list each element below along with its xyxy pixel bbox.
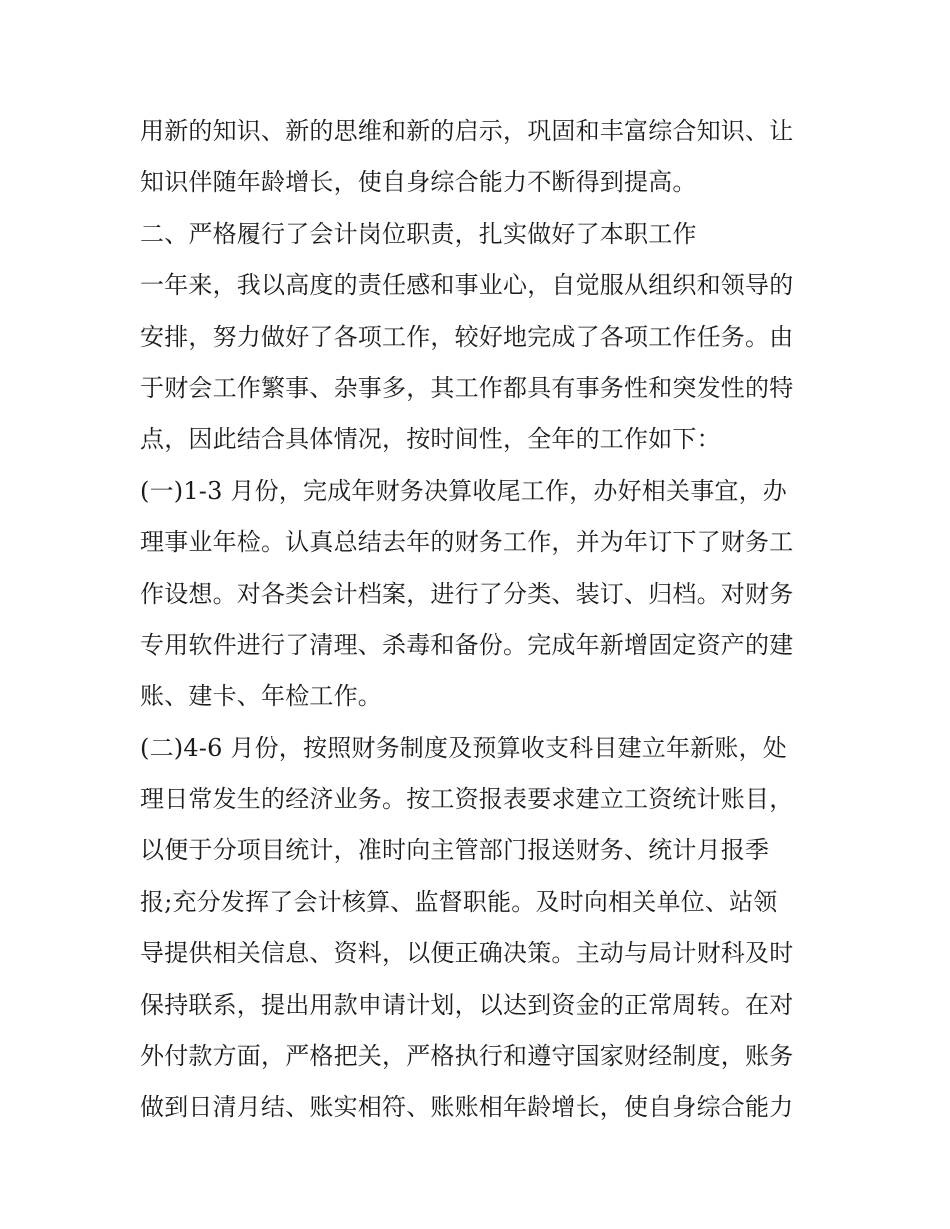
- text-line: 导提供相关信息、资料，以便正确决策。主动与局计财科及时: [140, 939, 794, 968]
- text-line: 做到日清月结、账实相符、账账相年龄增长，使自身综合能力: [140, 1093, 794, 1122]
- text-line: 点，因此结合具体情况，按时间性，全年的工作如下：: [140, 425, 721, 454]
- text-line: 外付款方面，严格把关，严格执行和遵守国家财经制度，账务: [140, 1042, 794, 1071]
- text-line: 专用软件进行了清理、杀毒和备份。完成年新增固定资产的建: [140, 630, 794, 659]
- text-line: 理日常发生的经济业务。按工资报表要求建立工资统计账目，: [140, 785, 794, 814]
- text-line: 知识伴随年龄增长，使自身综合能力不断得到提高。: [140, 168, 697, 197]
- text-line: 报;充分发挥了会计核算、监督职能。及时向相关单位、站领: [140, 887, 778, 916]
- section-heading: 二、严格履行了会计岗位职责，扎实做好了本职工作: [140, 219, 697, 248]
- text-line: 用新的知识、新的思维和新的启示，巩固和丰富综合知识、让: [140, 117, 794, 145]
- text-line: 理事业年检。认真总结去年的财务工作，并为年订下了财务工: [140, 528, 794, 557]
- text-line: 保持联系，提出用款申请计划，以达到资金的正常周转。在对: [140, 990, 794, 1019]
- text-line: 安排，努力做好了各项工作，较好地完成了各项工作任务。由: [140, 322, 794, 351]
- text-line: (一)1-3 月份，完成年财务决算收尾工作，办好相关事宜，办: [140, 476, 788, 505]
- text-line: 以便于分项目统计，准时向主管部门报送财务、统计月报季: [140, 836, 770, 865]
- text-line: 作设想。对各类会计档案，进行了分类、装订、归档。对财务: [140, 579, 794, 608]
- text-line: 一年来，我以高度的责任感和事业心，自觉服从组织和领导的: [140, 271, 794, 300]
- document-body: [140, 106, 820, 1134]
- text-line: 账、建卡、年检工作。: [140, 682, 382, 711]
- text-line: 于财会工作繁事、杂事多，其工作都具有事务性和突发性的特: [140, 373, 794, 402]
- text-line: (二)4-6 月份，按照财务制度及预算收支科目建立年新账，处: [140, 733, 788, 762]
